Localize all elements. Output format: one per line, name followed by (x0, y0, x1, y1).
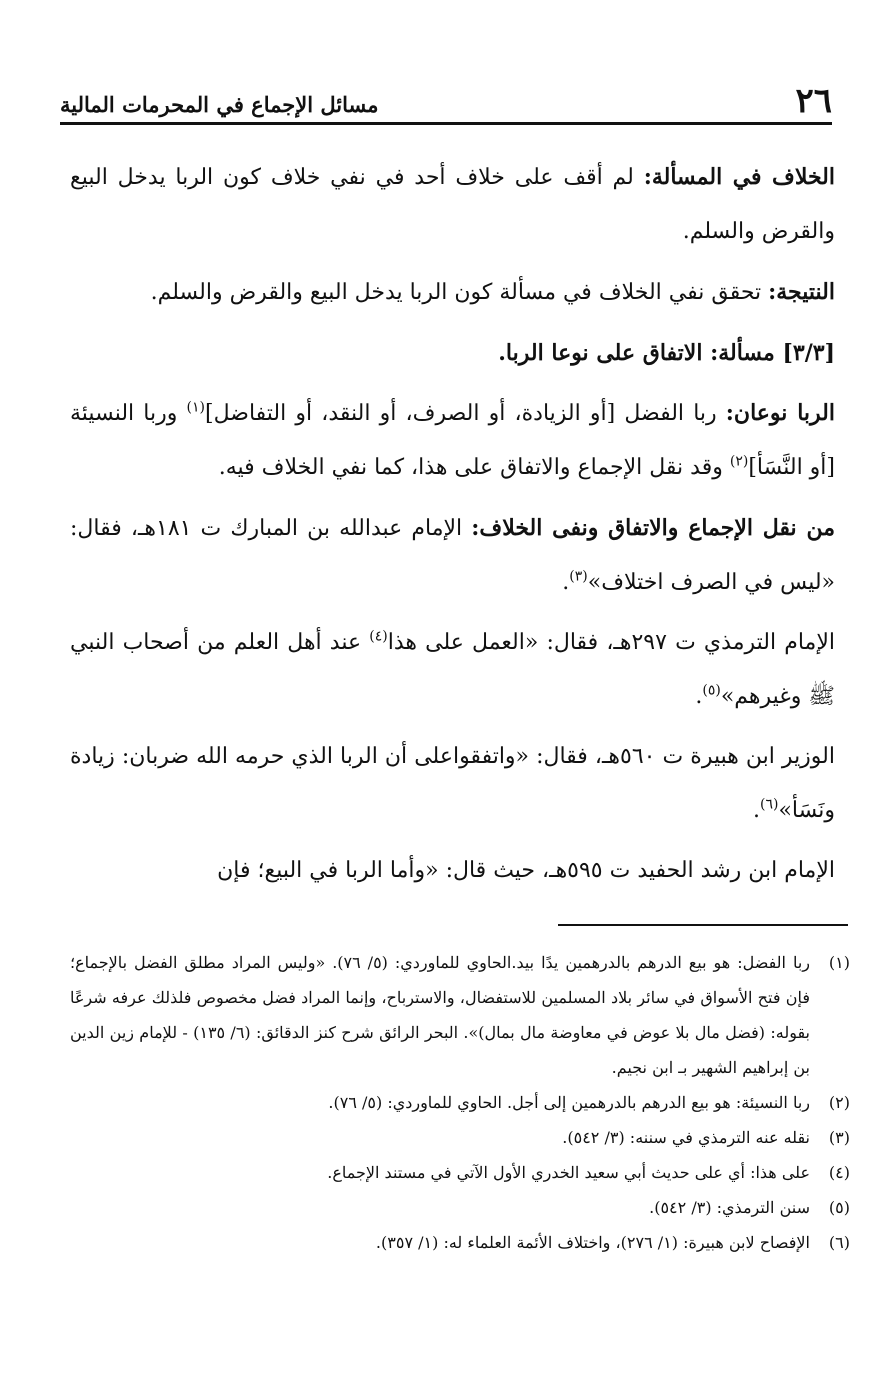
footnote-number: (٣) (828, 1128, 850, 1147)
footnote-text: نقله عنه الترمذي في سننه: (٣/ ٥٤٢). (562, 1128, 810, 1147)
footnote-ref: (٥) (702, 682, 721, 699)
paragraph-text: ربا الفضل [أو الزيادة، أو الصرف، أو النقد، أو التفاضل] (205, 401, 726, 426)
footnote (70, 1085, 850, 1120)
paragraph-text: وقد نقل الإجماع والاتفاق على هذا، كما نفي الخلاف فيه. (218, 455, 730, 480)
paragraph-ibn-hubayra (70, 730, 835, 838)
paragraph-tirmidhi (70, 616, 835, 724)
footnote-number: (٥) (828, 1198, 850, 1217)
paragraph-text: وربا النسيئة [أو النَّسَأ] (70, 401, 835, 480)
paragraph-disagreement (70, 150, 835, 259)
header-rule (60, 122, 832, 125)
paragraph-label: الربا نوعان: (725, 400, 835, 426)
paragraph-label: النتيجة: (768, 279, 835, 305)
paragraph-text: الإمام ابن رشد الحفيد ت ٥٩٥هـ، حيث قال: «وأما الربا في البيع؛ فإن (217, 858, 835, 883)
paragraph-text: الإمام الترمذي ت ٢٩٧هـ، فقال: «العمل على هذا (387, 630, 835, 655)
footnote (70, 945, 850, 1085)
footnote-ref: (١) (186, 399, 206, 416)
main-text (70, 150, 835, 904)
footnote-ref: (٢) (729, 453, 749, 470)
footnote (70, 1225, 850, 1260)
section-heading: [٣/٣] مسألة: الاتفاق على نوعا الربا. (498, 340, 835, 366)
paragraph-riba-types (70, 386, 835, 495)
paragraph-result (70, 265, 835, 320)
page-header (60, 80, 832, 120)
paragraph-text: . (562, 570, 570, 595)
footnotes (70, 945, 850, 1260)
footnote-ref: (٤) (369, 628, 388, 645)
paragraph-text: الإمام عبدالله بن المبارك ت ١٨١هـ، فقال: «ليس في الصرف اختلاف» (70, 516, 835, 595)
paragraph-text: . (752, 798, 760, 823)
footnote-number: (٢) (828, 1093, 850, 1112)
paragraph-label: من نقل الإجماع والاتفاق ونفى الخلاف: (471, 515, 835, 541)
footnote-number: (١) (828, 953, 850, 972)
footnote (70, 1120, 850, 1155)
footnote (70, 1190, 850, 1225)
footnote-text: الإفصاح لابن هبيرة: (١/ ٢٧٦)، واختلاف الأئمة العلماء له: (١/ ٣٥٧). (375, 1233, 810, 1252)
running-title: مسائل الإجماع في المحرمات المالية (60, 92, 379, 117)
paragraph-label: الخلاف في المسألة: (643, 164, 835, 190)
paragraph-text: لم أقف على خلاف أحد في نفي خلاف كون الربا يدخل البيع والقرض والسلم. (70, 165, 835, 244)
footnote-number: (٤) (828, 1163, 850, 1182)
paragraph-text: عند أهل العلم من أصحاب النبي ﷺ وغيرهم» (70, 630, 835, 709)
footnote-text: ربا النسيئة: هو بيع الدرهم بالدرهمين إلى أجل. الحاوي للماوردي: (٥/ ٧٦). (328, 1093, 810, 1112)
page-number: ٢٦ (795, 81, 832, 121)
footnote-text: سنن الترمذي: (٣/ ٥٤٢). (649, 1198, 810, 1217)
footnote-rule (558, 924, 848, 926)
paragraph-ibn-mubarak (70, 501, 835, 610)
footnote-ref: (٣) (569, 568, 588, 585)
footnote-ref: (٦) (759, 796, 779, 813)
paragraph-ibn-rushd (70, 844, 835, 898)
footnote-text: على هذا: أي على حديث أبي سعيد الخدري الأول الآتي في مستند الإجماع. (327, 1163, 810, 1182)
paragraph-text: تحقق نفي الخلاف في مسألة كون الربا يدخل البيع والقرض والسلم. (150, 280, 769, 305)
paragraph-text: الوزير ابن هبيرة ت ٥٦٠هـ، فقال: «واتفقواعلى أن الربا الذي حرمه الله ضربان: زيادة ونَسَأ» (70, 744, 835, 823)
paragraph-text: . (695, 684, 703, 709)
footnote-number: (٦) (828, 1233, 850, 1252)
footnote (70, 1155, 850, 1190)
footnote-text: ربا الفضل: هو بيع الدرهم بالدرهمين يدًا بيد.الحاوي للماوردي: (٥/ ٧٦). «وليس المراد مطلق الفضل بالإجماع؛ فإن فتح الأسواق في سائر بلاد المسلمين للاستفضال، والاسترباح، وإنما المراد فضل مخصوص فلذلك عرفه شرعًا بقوله: (فضل مال بلا عوض في معاوضة مال بمال)». البحر الرائق شرح كنز الدقائق: (٦/ ١٣٥) - للإمام زين الدين بن إبراهيم الشهير بـ ابن نجيم. (70, 953, 811, 1077)
